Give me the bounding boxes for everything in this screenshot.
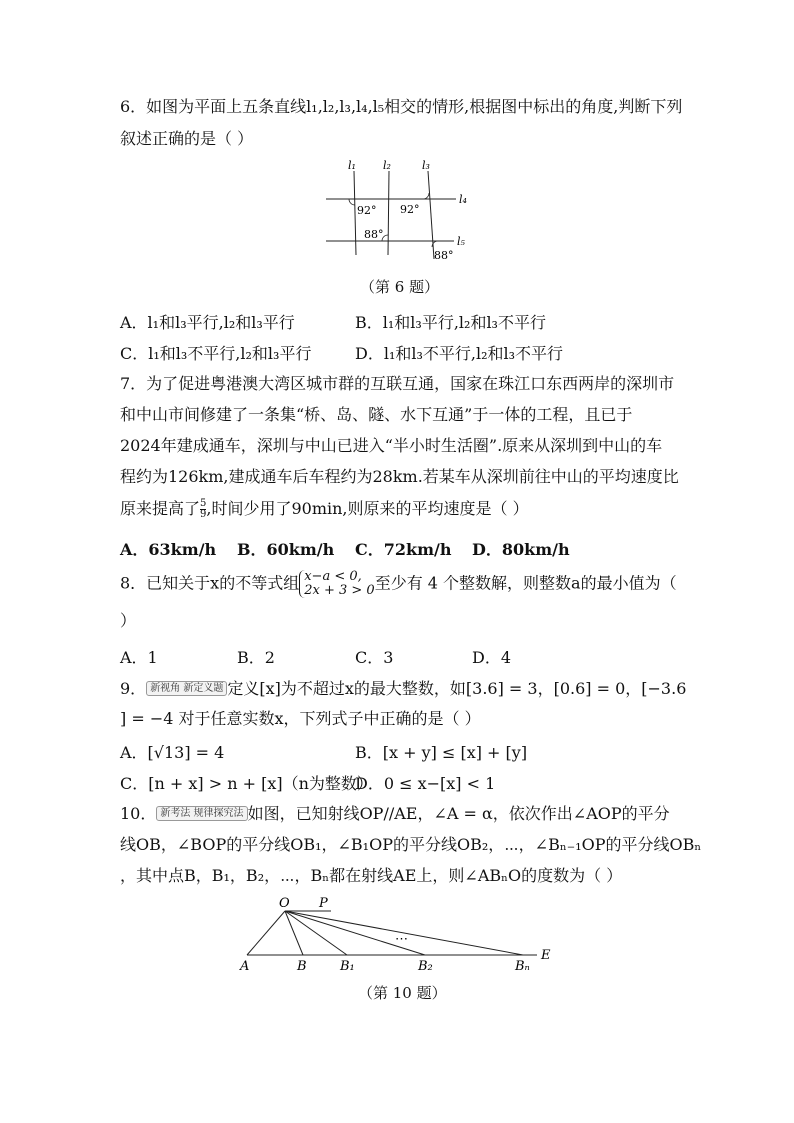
q8-option-c[interactable]: C．3 xyxy=(355,648,394,667)
q6-label-l4: l₄ xyxy=(459,193,467,206)
q8-stem-line1 xyxy=(120,570,677,598)
q6-caption: （第 6 题） xyxy=(360,278,440,296)
q6-stem-line2: 叙述正确的是（ ） xyxy=(120,129,254,148)
q10-stem-line2: 线OB，∠BOP的平分线OB₁，∠B₁OP的平分线OB₂，⋯，∠Bₙ₋₁OP的平分线OBₙ xyxy=(120,835,702,854)
q10-ellipsis: ⋯ xyxy=(395,932,408,947)
q7-fraction-den: 9 xyxy=(200,509,207,520)
q10-segment-oa xyxy=(247,911,285,955)
q10-label-b: B xyxy=(297,959,307,974)
q9-option-d[interactable]: D．0 ≤ x−[x] < 1 xyxy=(355,774,496,793)
q6-label-l2: l₂ xyxy=(383,159,391,172)
q10-label-bn: Bₙ xyxy=(515,959,530,974)
q6-angle-1: 92° xyxy=(357,204,377,217)
q7-option-b[interactable]: B．60km/h xyxy=(237,540,335,559)
q8-inequality-system xyxy=(299,570,374,598)
q10-tag-badge: 新考法 规律探究法 xyxy=(156,806,247,821)
q10-figure xyxy=(235,893,565,975)
q6-line-l3 xyxy=(428,171,434,259)
q9-option-b[interactable]: B．[x + y] ≤ [x] + [y] xyxy=(355,743,528,762)
q10-label-a: A xyxy=(240,959,250,974)
q10-stem-line3: ，其中点B，B₁，B₂，⋯，Bₙ都在射线AE上，则∠ABₙO的度数为（ ） xyxy=(120,866,623,885)
q7-stem-line2: 和中山市间修建了一条集“桥、岛、隧、水下互通”于一体的工程，且已于 xyxy=(120,405,633,424)
q9-option-c[interactable]: C．[n + x] > n + [x]（n为整数） xyxy=(120,774,373,793)
q9-option-a[interactable]: A．[√13] = 4 xyxy=(120,743,225,762)
q8-option-a[interactable]: A．1 xyxy=(120,648,158,667)
q7-stem-line4: 程约为126km,建成通车后车程约为28km.若某车从深圳前往中山的平均速度比 xyxy=(120,467,679,486)
q8-stem-line2: ） xyxy=(120,611,137,630)
q8-option-d[interactable]: D．4 xyxy=(472,648,512,667)
q7-option-d[interactable]: D．80km/h xyxy=(472,540,570,559)
q8-post: 至少有 4 个整数解，则整数a的最小值为（ xyxy=(374,573,677,593)
q10-stem-line1 xyxy=(120,803,670,825)
q6-angle-4: 88° xyxy=(434,249,454,262)
q6-angle-3: 88° xyxy=(364,228,384,241)
q9-tag-badge: 新视角 新定义题 xyxy=(146,681,227,696)
q10-label-p: P xyxy=(319,896,328,911)
q8-ineq-1: x−a < 0, xyxy=(304,569,362,584)
q7-line5-pre: 原来提高了 xyxy=(120,499,201,518)
q6-angle-2: 92° xyxy=(400,203,420,216)
q10-label-b1: B₁ xyxy=(340,959,355,974)
q7-fraction-num: 5 xyxy=(200,498,207,509)
q7-option-c[interactable]: C．72km/h xyxy=(355,540,452,559)
q7-stem-line3: 2024年建成通车，深圳与中山已进入“半小时生活圈”.原来从深圳到中山的车 xyxy=(120,436,663,455)
q7-stem-line5 xyxy=(120,498,529,520)
q10-number: 10． xyxy=(120,804,157,823)
q10-caption: （第 10 题） xyxy=(358,984,447,1002)
q6-option-d[interactable]: D．l₁和l₃不平行,l₂和l₃不平行 xyxy=(355,344,564,363)
q6-option-a[interactable]: A．l₁和l₃平行,l₂和l₃平行 xyxy=(120,313,295,332)
q9-number: 9． xyxy=(120,679,147,698)
q9-line1-text: 定义[x]为不超过x的最大整数，如[3.6] = 3，[0.6] = 0，[−3.6 xyxy=(227,679,687,698)
q7-stem-line1: 7．为了促进粤港澳大湾区城市群的互联互通，国家在珠江口东西两岸的深圳市 xyxy=(120,374,675,393)
q9-stem-line1 xyxy=(120,678,686,700)
q7-option-a[interactable]: A．63km/h xyxy=(120,540,217,559)
q10-label-e: E xyxy=(541,948,551,963)
q7-line5-post: ,时间少用了90min,则原来的平均速度是（ ） xyxy=(206,499,529,518)
q10-line1-text: 如图，已知射线OP//AE，∠A = α，依次作出∠AOP的平分 xyxy=(247,804,670,823)
q6-stem-line1: 6．如图为平面上五条直线l₁,l₂,l₃,l₄,l₅相交的情形,根据图中标出的角度,判断下列 xyxy=(120,97,683,116)
q6-option-c[interactable]: C．l₁和l₃不平行,l₂和l₃平行 xyxy=(120,344,312,363)
q9-stem-line2: ] = −4 对于任意实数x，下列式子中正确的是（ ） xyxy=(120,709,481,728)
q6-label-l5: l₅ xyxy=(457,235,465,248)
q6-label-l3: l₃ xyxy=(422,159,430,172)
q6-label-l1: l₁ xyxy=(348,159,356,172)
q6-line-l2 xyxy=(388,171,389,255)
q8-ineq-2: 2x + 3 > 0 xyxy=(304,583,375,598)
q6-figure xyxy=(320,155,480,270)
q6-line-l1 xyxy=(354,171,356,255)
q6-option-b[interactable]: B．l₁和l₃平行,l₂和l₃不平行 xyxy=(355,313,546,332)
q8-pre: 8．已知关于x的不等式组 xyxy=(120,573,300,593)
q8-option-b[interactable]: B．2 xyxy=(237,648,275,667)
q10-label-b2: B₂ xyxy=(418,959,433,974)
q10-label-o: O xyxy=(279,896,290,911)
